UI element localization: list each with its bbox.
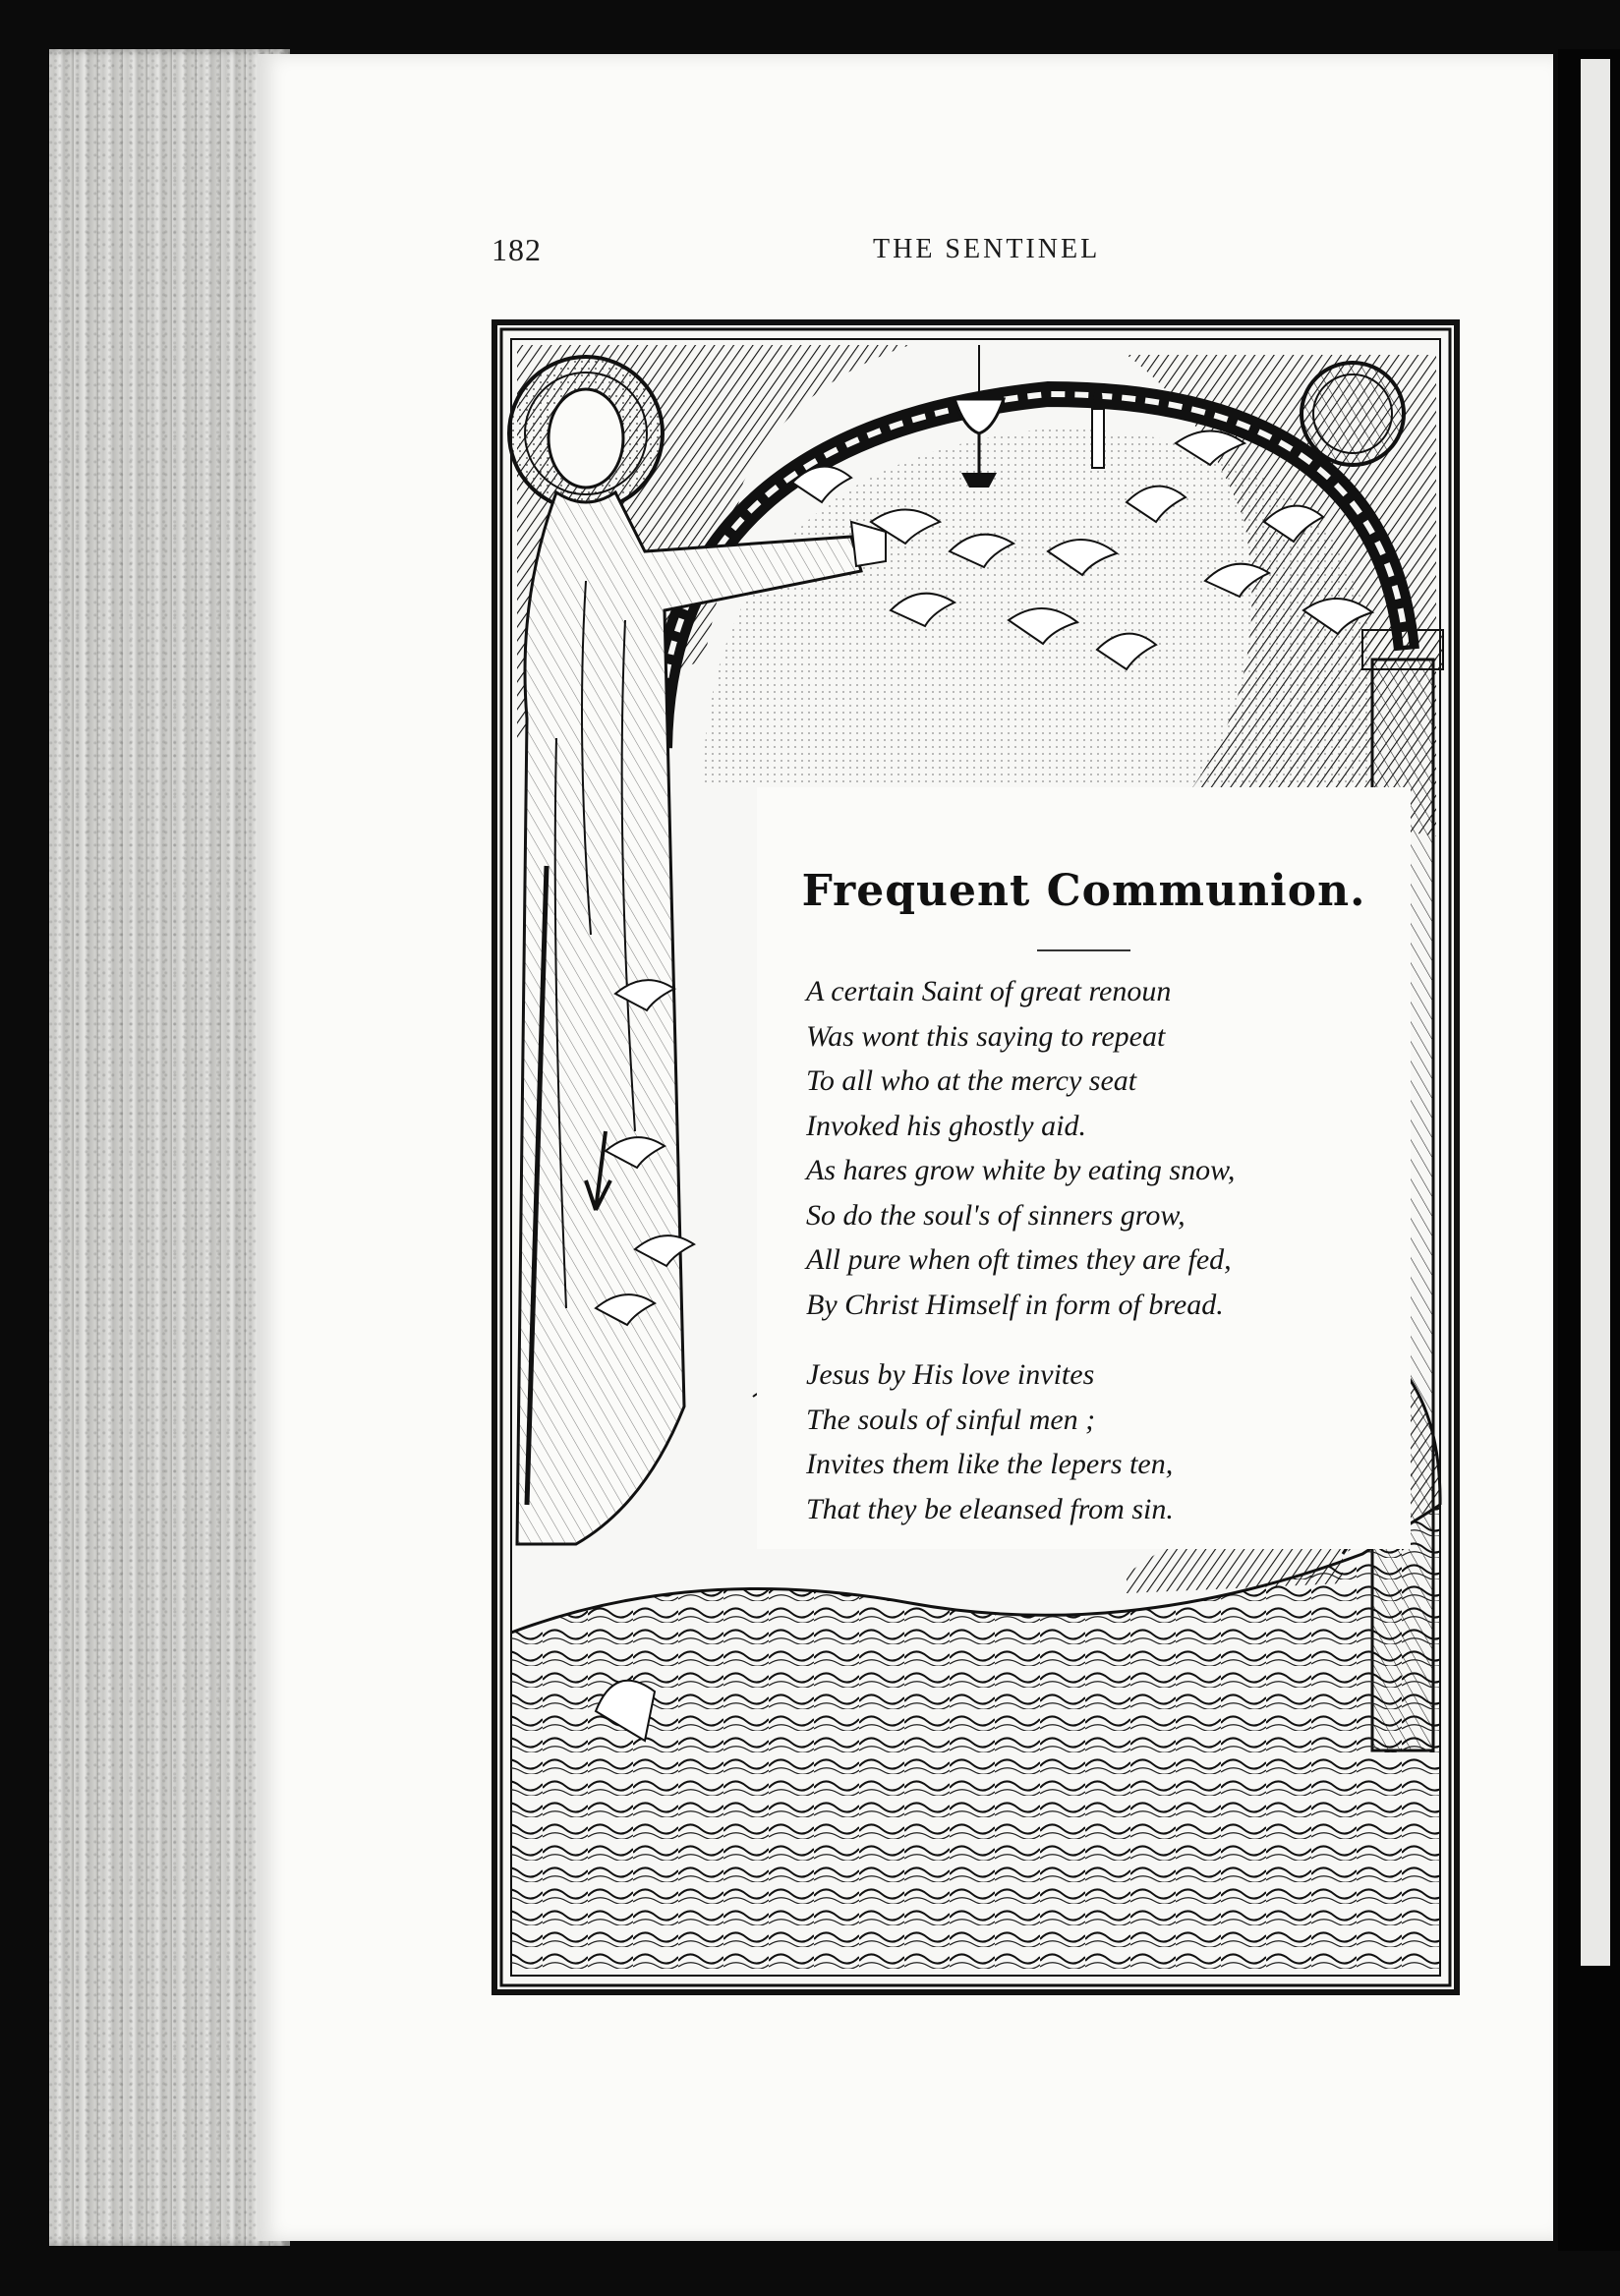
candle-icon: [1092, 384, 1104, 468]
poem-line: Jesus by His love invites: [806, 1358, 1095, 1391]
book-page-edges: [49, 49, 290, 2246]
running-title: THE SENTINEL: [873, 234, 1101, 264]
poem-line: The souls of sinful men ;: [806, 1403, 1096, 1436]
poem-line: By Christ Himself in form of bread.: [806, 1288, 1224, 1321]
poem-line: Invites them like the lepers ten,: [806, 1448, 1174, 1480]
title-divider: [1037, 949, 1130, 951]
corner-medallion: [1302, 363, 1404, 465]
poem-title: Frequent Communion.: [801, 866, 1366, 916]
stanza: [806, 1352, 1396, 1531]
illustration-plate: [492, 319, 1460, 1995]
poem-line: A certain Saint of great renoun: [806, 975, 1172, 1007]
poem-line: So do the soul's of sinners grow,: [806, 1198, 1186, 1232]
poem-line: As hares grow white by eating snow,: [806, 1154, 1236, 1186]
stanza: [806, 969, 1396, 1327]
page-number: 182: [492, 232, 542, 267]
poem-panel: [757, 787, 1411, 1549]
poem-line: All pure when oft times they are fed,: [806, 1243, 1232, 1276]
facing-page-sliver: [1581, 59, 1610, 1966]
poem-line: Was wont this saying to repeat: [806, 1019, 1166, 1053]
poem-line: To all who at the mercy seat: [806, 1064, 1137, 1097]
poem-line: That they be eleansed from sin.: [806, 1492, 1174, 1525]
poem-line: Invoked his ghostly aid.: [806, 1109, 1086, 1142]
